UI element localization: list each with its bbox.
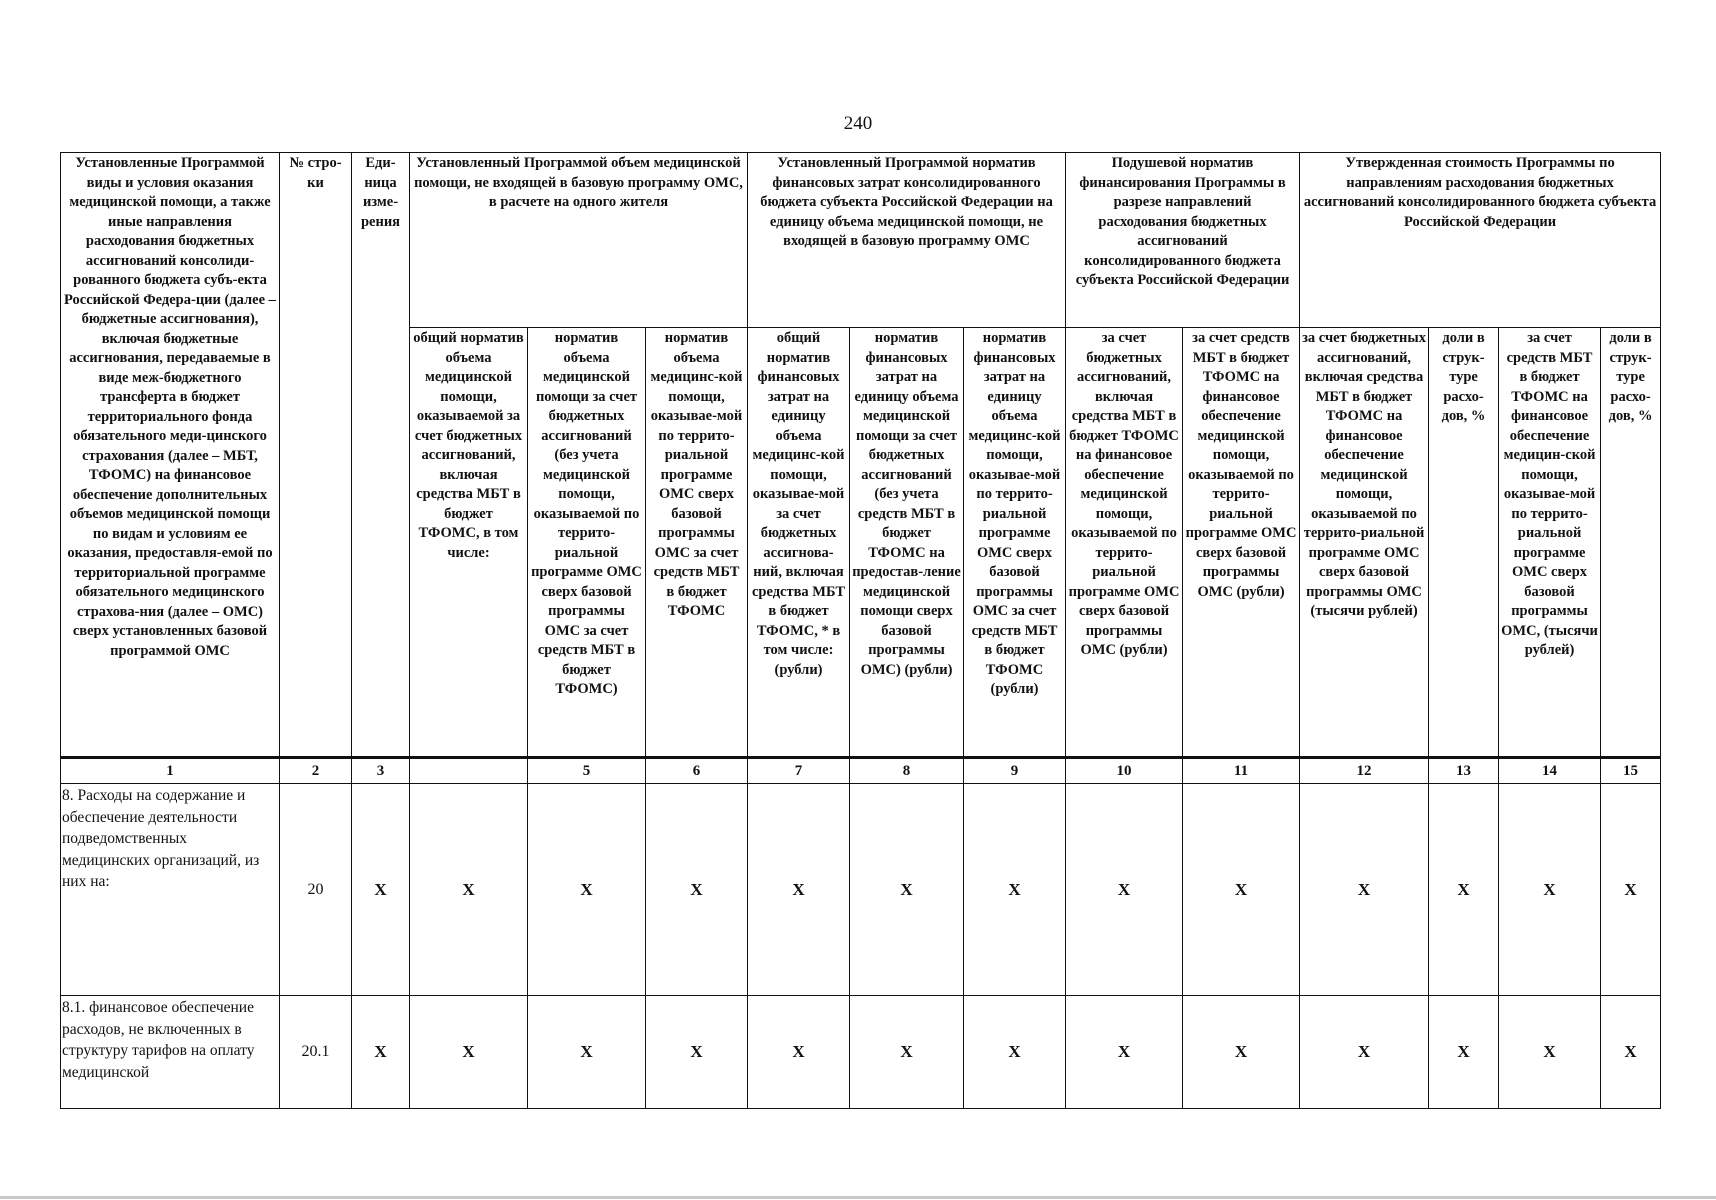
row-value: X — [1183, 996, 1300, 1109]
header-col-13: доли в струк-туре расхо-дов, % — [1429, 328, 1499, 758]
header-group-percapita: Подушевой норматив финансирования Программы в разрезе направлений расходования бюджетных ассигнований консолидированного бюджета субъекта Российской Федерации — [1066, 153, 1300, 328]
row-unit: X — [352, 784, 410, 996]
row-value: X — [1429, 996, 1499, 1109]
row-label: 8.1. финансовое обеспечение расходов, не включенных в структуру тарифов на оплату медицинской — [61, 996, 280, 1109]
header-col-6: норматив объема медицинс-кой помощи, оказывае-мой по террито-риальной программе ОМС сверх базовой программы ОМС за счет средств МБТ в бюджет ТФОМС — [646, 328, 748, 758]
row-value: X — [1066, 784, 1183, 996]
budget-table — [60, 152, 1661, 1109]
header-col-10: за счет бюджетных ассигнований, включая средства МБТ в бюджет ТФОМС на финансовое обеспечение медицинской помощи, оказываемой по террито-риальной программе ОМС сверх базовой программы ОМС (рубли) — [1066, 328, 1183, 758]
row-value: X — [1601, 784, 1661, 996]
header-col-3: Еди-ница изме-рения — [352, 153, 410, 758]
row-value: X — [1300, 996, 1429, 1109]
column-number: 9 — [964, 758, 1066, 784]
column-number — [410, 758, 528, 784]
row-value: X — [964, 784, 1066, 996]
column-number-row — [61, 758, 1661, 784]
row-value: X — [410, 784, 528, 996]
row-value: X — [1429, 784, 1499, 996]
column-number: 5 — [528, 758, 646, 784]
column-number: 2 — [280, 758, 352, 784]
page-number: 240 — [843, 113, 873, 134]
column-number: 10 — [1066, 758, 1183, 784]
row-value: X — [748, 996, 850, 1109]
row-number: 20 — [280, 784, 352, 996]
row-value: X — [1066, 996, 1183, 1109]
column-number: 15 — [1601, 758, 1661, 784]
row-value: X — [528, 784, 646, 996]
header-col-9: норматив финансовых затрат на единицу объема медицинс-кой помощи, оказывае-мой по террито-риальной программе ОМС сверх базовой программы ОМС за счет средств МБТ в бюджет ТФОМС (рубли) — [964, 328, 1066, 758]
header-col-12: за счет бюджетных ассигнований, включая средства МБТ в бюджет ТФОМС на финансовое обеспечение медицинской помощи, оказываемой по террито-риальной программе ОМС сверх базовой программы ОМС (тысячи рублей) — [1300, 328, 1429, 758]
column-number: 1 — [61, 758, 280, 784]
row-value: X — [646, 784, 748, 996]
header-col-5: норматив объема медицинской помощи за счет бюджетных ассигнований (без учета медицинской помощи, оказываемой по террито-риальной программе ОМС сверх базовой программы ОМС за счет средств МБТ в бюджет ТФОМС) — [528, 328, 646, 758]
scan-edge-line — [0, 1196, 1716, 1199]
row-value: X — [850, 784, 964, 996]
header-group-norm: Установленный Программой норматив финансовых затрат консолидированного бюджета субъекта Российской Федерации на единицу объема медицинской помощи, не входящей в базовую программу ОМС — [748, 153, 1066, 328]
header-col-8: норматив финансовых затрат на единицу объема медицинской помощи за счет бюджетных ассигнований (без учета средств МБТ в бюджет ТФОМС на предостав-ление медицинской помощи сверх базовой программы ОМС) (рубли) — [850, 328, 964, 758]
table-row — [61, 996, 1661, 1109]
header-row-groups — [61, 153, 1661, 328]
row-value: X — [1183, 784, 1300, 996]
header-col-2: № стро-ки — [280, 153, 352, 758]
row-value: X — [1300, 784, 1429, 996]
row-value: X — [748, 784, 850, 996]
header-group-cost: Утвержденная стоимость Программы по направлениям расходования бюджетных ассигнований консолидированного бюджета субъекта Российской Федерации — [1300, 153, 1661, 328]
row-value: X — [850, 996, 964, 1109]
row-value: X — [1499, 996, 1601, 1109]
header-col-11: за счет средств МБТ в бюджет ТФОМС на финансовое обеспечение медицинской помощи, оказываемой по террито-риальной программе ОМС сверх базовой программы ОМС (рубли) — [1183, 328, 1300, 758]
row-value: X — [528, 996, 646, 1109]
row-unit: X — [352, 996, 410, 1109]
column-number: 8 — [850, 758, 964, 784]
column-number: 6 — [646, 758, 748, 784]
row-value: X — [1601, 996, 1661, 1109]
column-number: 14 — [1499, 758, 1601, 784]
row-value: X — [964, 996, 1066, 1109]
column-number: 7 — [748, 758, 850, 784]
column-number: 13 — [1429, 758, 1499, 784]
header-col-1: Установленные Программой виды и условия оказания медицинской помощи, а также иные направления расходования бюджетных ассигнований консолиди-рованного бюджета субъ-екта Российской Федера-ции (далее – бюджетные ассигнования), включая бюджетные ассигнования, передаваемые в виде меж-бюджетного трансферта в бюджет территориального фонда обязательного меди-цинского страхования (далее – МБТ, ТФОМС) на финансовое обеспечение дополнительных объемов медицинской помощи по видам и условиям ее оказания, предоставля-емой по территориальной программе обязательного медицинского страхова-ния (далее – ОМС) сверх установленных базовой программой ОМС — [61, 153, 280, 758]
row-value: X — [410, 996, 528, 1109]
row-value: X — [646, 996, 748, 1109]
column-number: 11 — [1183, 758, 1300, 784]
row-label: 8. Расходы на содержание и обеспечение деятельности подведомственных медицинских организаций, из них на: — [61, 784, 280, 996]
row-number: 20.1 — [280, 996, 352, 1109]
header-col-7: общий норматив финансовых затрат на единицу объема медицинс-кой помощи, оказывае-мой за счет бюджетных ассигнова-ний, включая средства МБТ в бюджет ТФОМС, * в том числе: (рубли) — [748, 328, 850, 758]
header-col-14: за счет средств МБТ в бюджет ТФОМС на финансовое обеспечение медицин-ской помощи, оказывае-мой по террито-риальной программе ОМС сверх базовой программы ОМС, (тысячи рублей) — [1499, 328, 1601, 758]
header-group-volume: Установленный Программой объем медицинской помощи, не входящей в базовую программу ОМС, в расчете на одного жителя — [410, 153, 748, 328]
header-col-15: доли в струк-туре расхо-дов, % — [1601, 328, 1661, 758]
header-col-4: общий норматив объема медицинской помощи, оказываемой за счет бюджетных ассигнований, включая средства МБТ в бюджет ТФОМС, в том числе: — [410, 328, 528, 758]
table-row — [61, 784, 1661, 996]
row-value: X — [1499, 784, 1601, 996]
column-number: 12 — [1300, 758, 1429, 784]
column-number: 3 — [352, 758, 410, 784]
